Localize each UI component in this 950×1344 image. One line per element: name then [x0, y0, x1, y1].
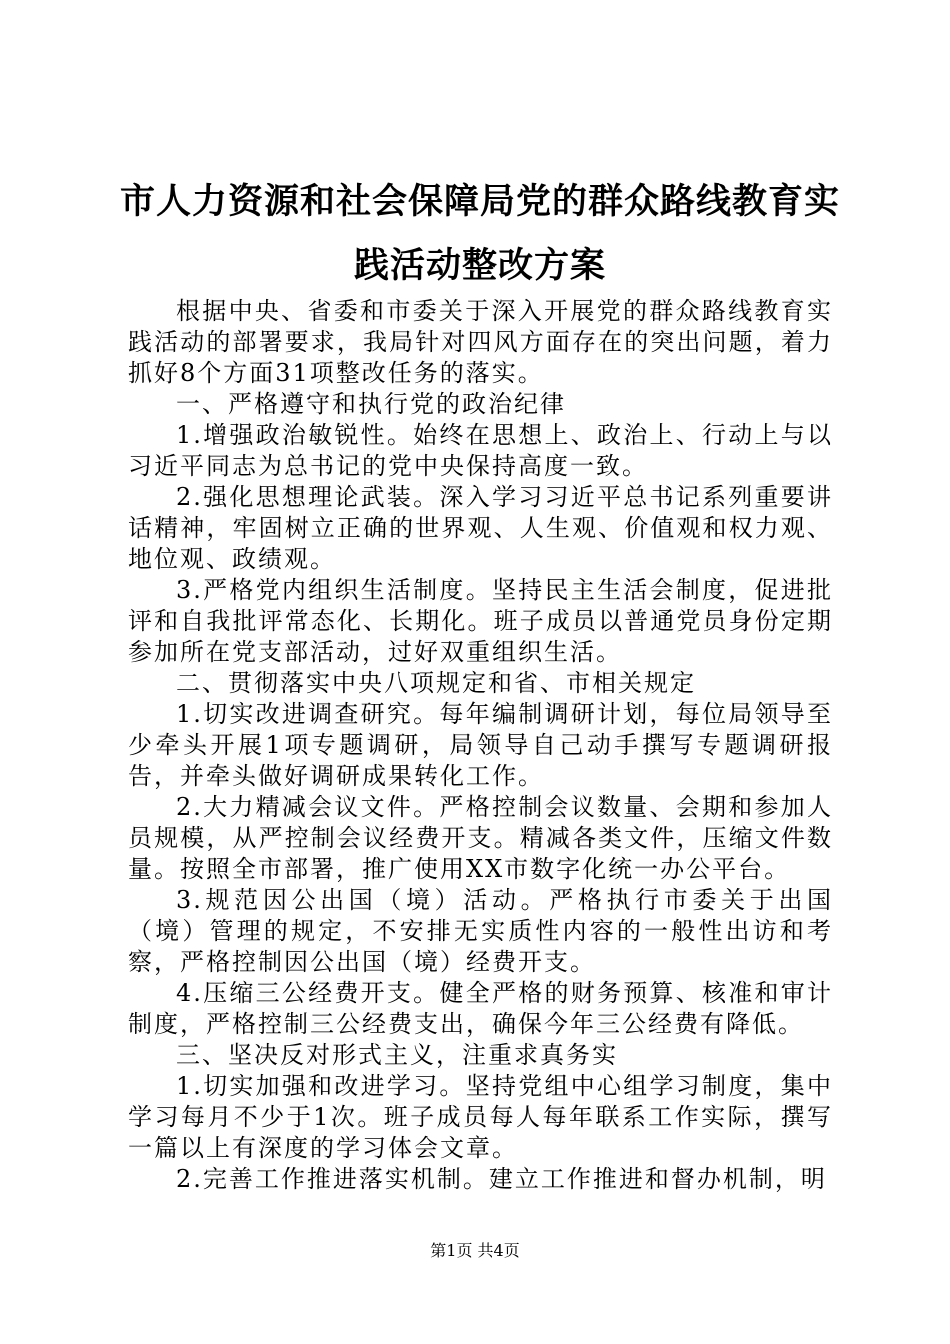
page-footer: 第1页 共4页 — [430, 1241, 520, 1260]
paragraph-3-1: 1.切实加强和改进学习。坚持党组中心组学习制度，集中学习每月不少于1次。班子成员每人每年联系工作实际，撰写一篇以上有深度的学习体会文章。 — [128, 1072, 833, 1162]
paragraph-1-2: 2.强化思想理论武装。深入学习习近平总书记系列重要讲话精神，牢固树立正确的世界观、人生观、价值观和权力观、地位观、政绩观。 — [128, 483, 833, 573]
title-line-1: 市人力资源和社会保障局党的群众路线教育实 — [120, 181, 841, 222]
paragraph-2-2: 2.大力精减会议文件。严格控制会议数量、会期和参加人员规模，从严控制会议经费开支。精减各类文件，压缩文件数量。按照全市部署，推广使用XX市数字化统一办公平台。 — [128, 793, 833, 883]
section-heading-1: 一、严格遵守和执行党的政治纪律 — [176, 390, 566, 418]
document-body — [128, 296, 833, 1195]
paragraph-2-1: 1.切实改进调查研究。每年编制调研计划，每位局领导至少牵头开展1项专题调研，局领导自己动手撰写专题调研报告，并牵头做好调研成果转化工作。 — [128, 700, 833, 790]
section-heading-3: 三、坚决反对形式主义，注重求真务实 — [176, 1041, 618, 1069]
paragraph-2-3: 3.规范因公出国（境）活动。严格执行市委关于出国（境）管理的规定，不安排无实质性内容的一般性出访和考察，严格控制因公出国（境）经费开支。 — [128, 886, 833, 976]
title-line-2: 践活动整改方案 — [353, 245, 606, 286]
intro-paragraph: 根据中央、省委和市委关于深入开展党的群众路线教育实践活动的部署要求，我局针对四风方面存在的突出问题，着力抓好8个方面31项整改任务的落实。 — [128, 297, 833, 387]
paragraph-3-2: 2.完善工作推进落实机制。建立工作推进和督办机制，明 — [176, 1165, 827, 1193]
paragraph-1-3: 3.严格党内组织生活制度。坚持民主生活会制度，促进批评和自我批评常态化、长期化。班子成员以普通党员身份定期参加所在党支部活动，过好双重组织生活。 — [128, 576, 833, 666]
paragraph-1-1: 1.增强政治敏锐性。始终在思想上、政治上、行动上与以习近平同志为总书记的党中央保持高度一致。 — [128, 421, 833, 480]
document-title — [120, 170, 840, 298]
section-heading-2: 二、贯彻落实中央八项规定和省、市相关规定 — [176, 669, 696, 697]
paragraph-2-4: 4.压缩三公经费开支。健全严格的财务预算、核准和审计制度，严格控制三公经费支出，确保今年三公经费有降低。 — [128, 979, 833, 1038]
